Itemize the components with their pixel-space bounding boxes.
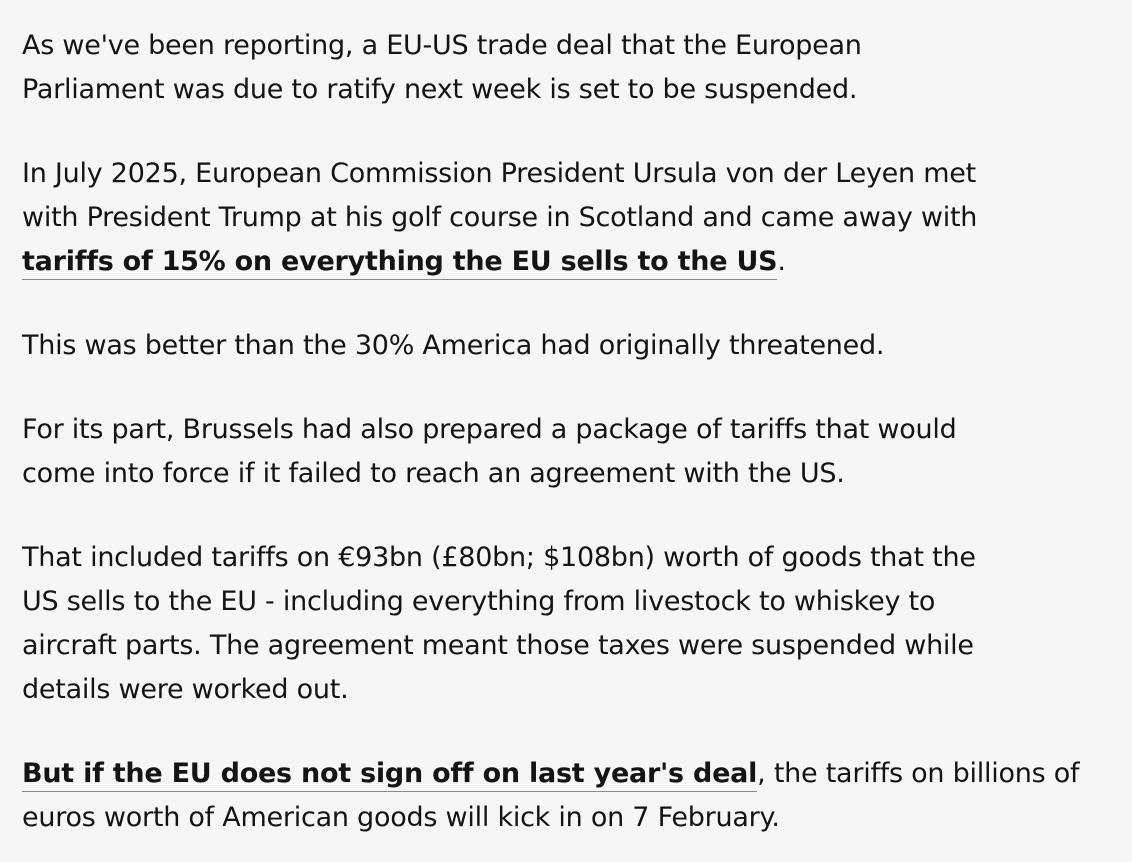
- text-line: euros worth of American goods will kick in on 7 February.: [22, 802, 780, 833]
- text-line: As we've been reporting, a EU-US trade deal that the European: [22, 30, 862, 61]
- text-line: For its part, Brussels had also prepared a package of tariffs that would: [22, 414, 957, 445]
- paragraph-trade-deal-suspended: [22, 24, 1122, 112]
- text-line: with President Trump at his golf course in Scotland and came away with: [22, 202, 978, 233]
- last-years-deal-link[interactable]: But if the EU does not sign off on last year's deal: [22, 758, 757, 792]
- text-line: [22, 240, 1122, 284]
- text-fragment: , the tariffs on billions of: [757, 758, 1080, 789]
- text-line: aircraft parts. The agreement meant those taxes were suspended while: [22, 630, 974, 661]
- text-line: US sells to the EU - including everything from livestock to whiskey to: [22, 586, 936, 617]
- text-line: That included tariffs on €93bn (£80bn; $108bn) worth of goods that the: [22, 542, 976, 573]
- text-fragment: .: [777, 246, 786, 277]
- text-line: This was better than the 30% America had originally threatened.: [22, 330, 885, 361]
- paragraph-july-2025-deal: [22, 152, 1122, 284]
- text-line: details were worked out.: [22, 674, 349, 705]
- text-line: come into force if it failed to reach an agreement with the US.: [22, 458, 845, 489]
- text-line: In July 2025, European Commission President Ursula von der Leyen met: [22, 158, 976, 189]
- tariffs-15-percent-link[interactable]: tariffs of 15% on everything the EU sells to the US: [22, 246, 777, 280]
- text-line: [22, 752, 1122, 796]
- paragraph-30-percent-threat: [22, 324, 1122, 368]
- paragraph-tariff-details: [22, 536, 1122, 712]
- text-line: Parliament was due to ratify next week is set to be suspended.: [22, 74, 858, 105]
- paragraph-february-deadline: [22, 752, 1122, 840]
- paragraph-brussels-package: [22, 408, 1122, 496]
